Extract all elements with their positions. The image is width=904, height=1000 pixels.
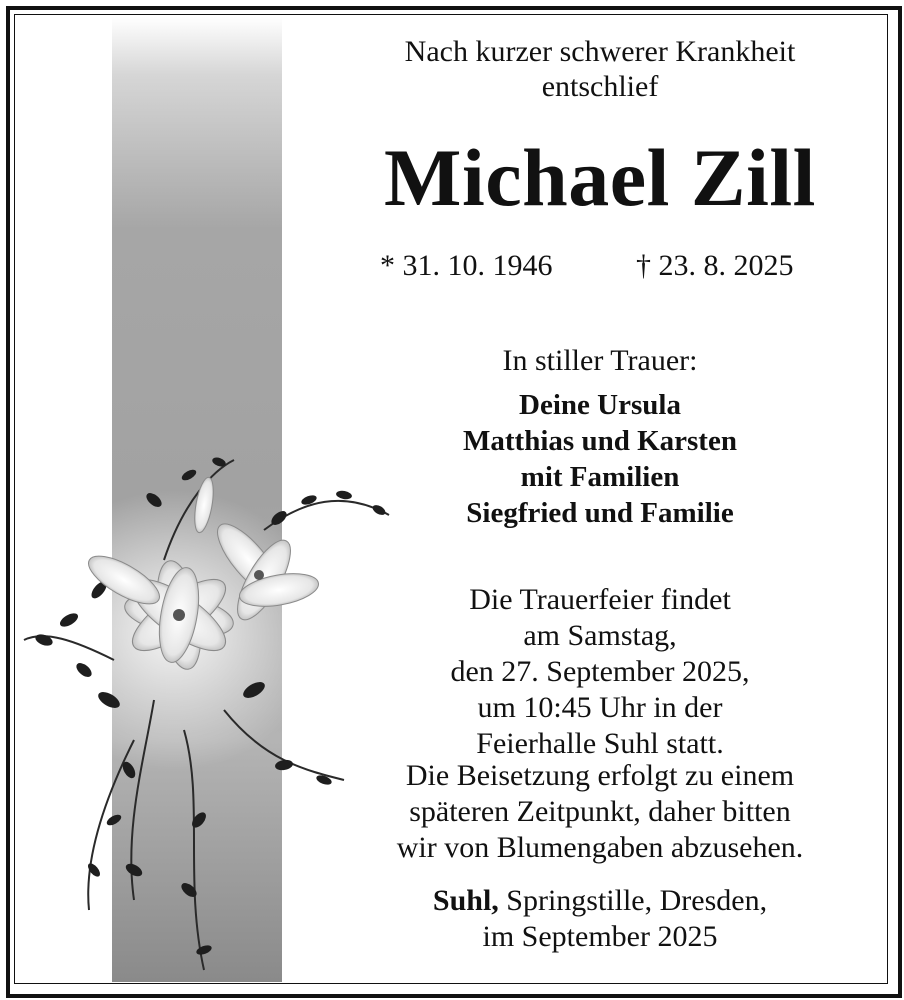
mourner-line: Deine Ursula [519, 389, 681, 421]
service-info [350, 582, 850, 762]
burial-info [350, 758, 850, 866]
deceased-name: Michael Zill [384, 132, 816, 223]
mourners-list [350, 387, 850, 531]
mourner-line: Matthias und Karsten [463, 425, 737, 457]
mourner-line: mit Familien [520, 461, 680, 493]
service-line: den 27. September 2025, [450, 655, 750, 688]
place-town: Suhl, [432, 884, 499, 917]
service-line: um 10:45 Uhr in der [477, 691, 723, 724]
mourning-label: In stiller Trauer: [502, 344, 698, 377]
death-date: † 23. 8. 2025 [636, 249, 794, 282]
mourner-line: Siegfried und Familie [466, 497, 734, 529]
burial-line: späteren Zeitpunkt, daher bitten [409, 795, 791, 828]
service-line: am Samstag, [523, 619, 677, 652]
place-line [350, 883, 850, 919]
intro-text [350, 34, 850, 104]
service-line: Die Trauerfeier findet [469, 583, 731, 616]
place-date [350, 883, 850, 955]
burial-line: wir von Blumengaben abzusehen. [396, 831, 804, 864]
burial-line: Die Beisetzung erfolgt zu einem [405, 759, 795, 792]
intro-line: Nach kurzer schwerer Krankheit [404, 35, 796, 68]
place-month: im September 2025 [482, 920, 718, 953]
service-line: Feierhalle Suhl statt. [476, 727, 724, 760]
intro-line: entschlief [541, 70, 659, 103]
birth-date: * 31. 10. 1946 [380, 249, 553, 282]
place-rest: Springstille, Dresden, [498, 884, 768, 917]
